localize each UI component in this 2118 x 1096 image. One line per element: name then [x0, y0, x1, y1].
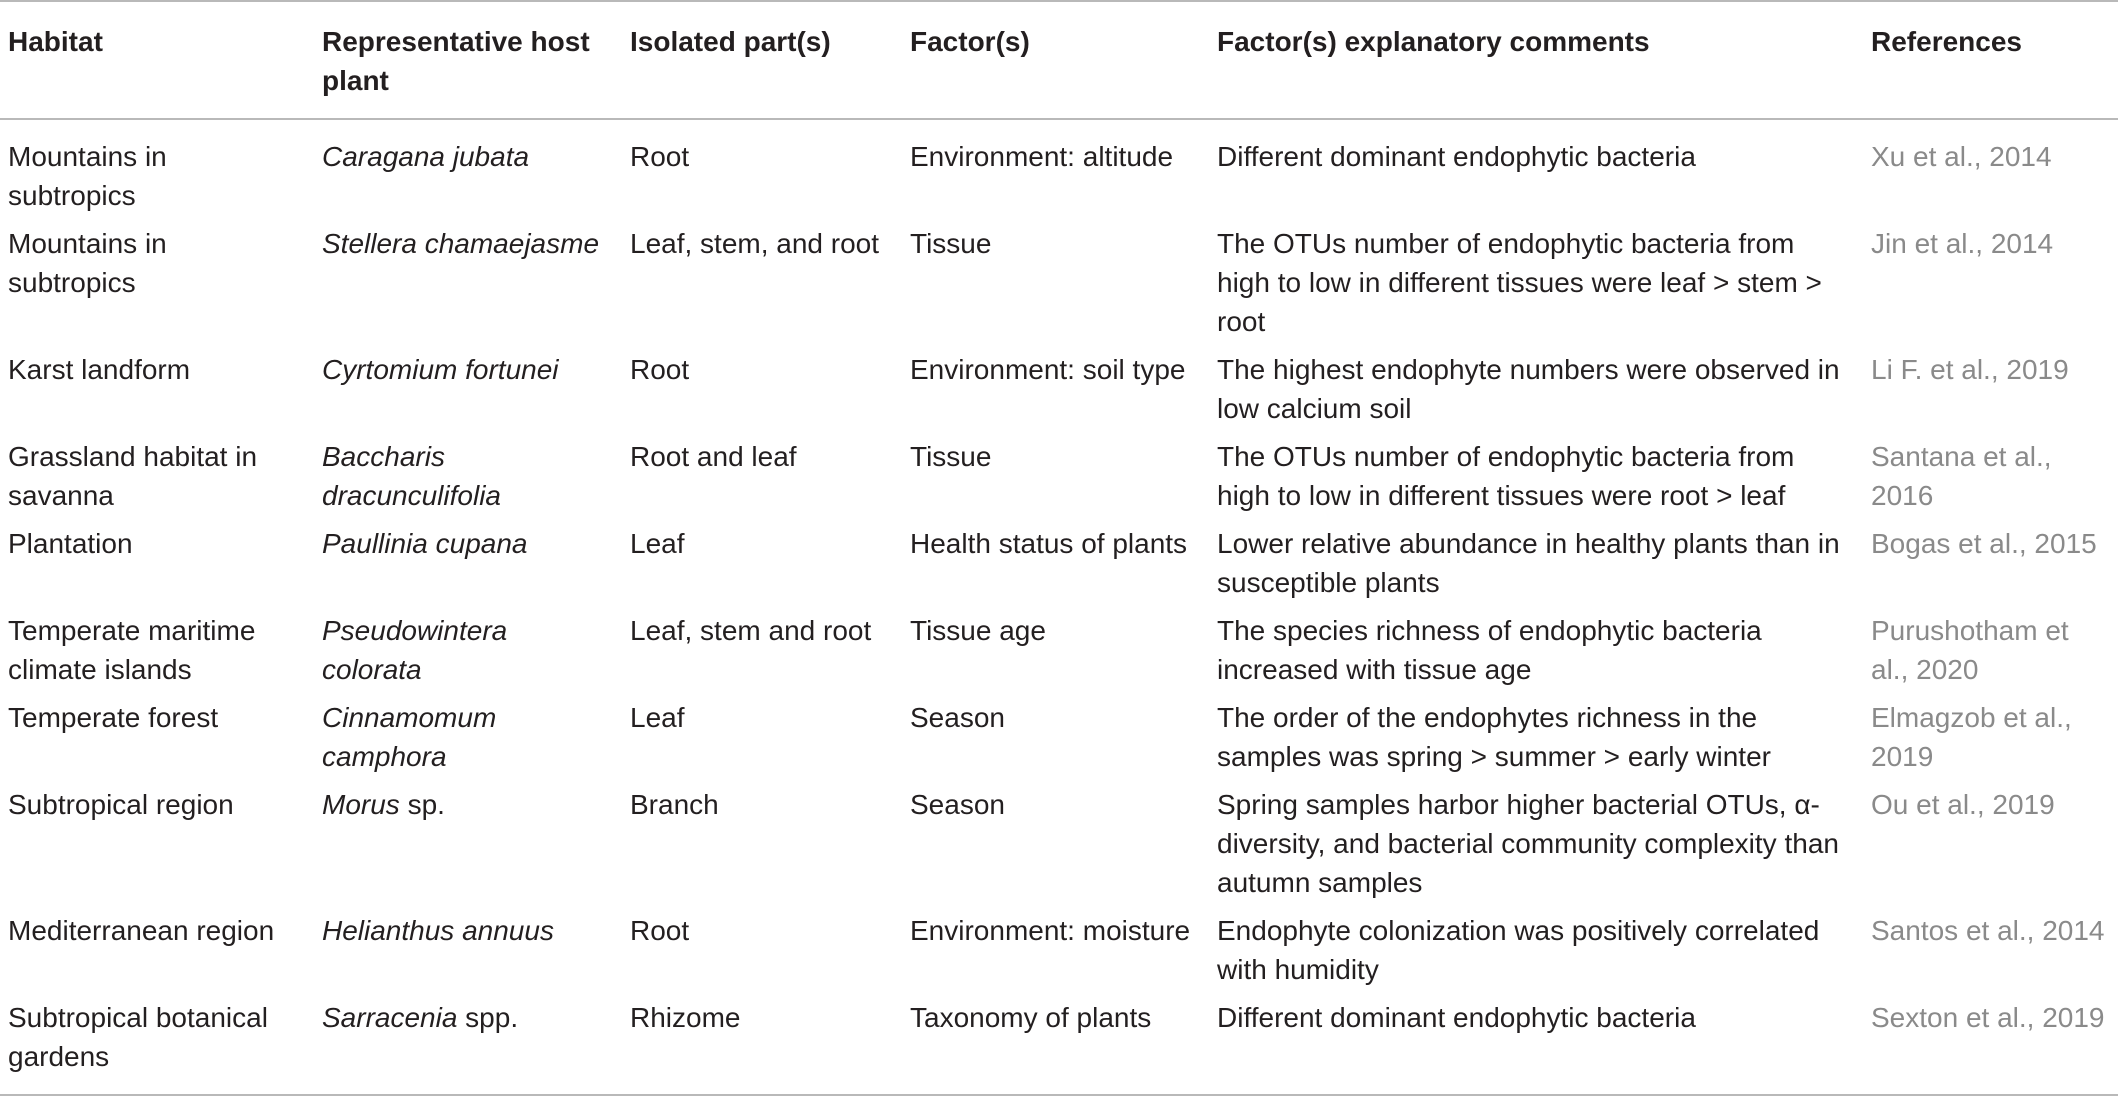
host-plant-cell	[314, 524, 622, 611]
factor-cell: Environment: altitude	[910, 141, 1174, 172]
factor-cell: Health status of plants	[910, 528, 1188, 559]
factor-cell: Season	[910, 702, 1005, 733]
comment-cell: The OTUs number of endophytic bacteria from high to low in different tissues were root > leaf	[1217, 441, 1795, 511]
habitat-cell: Temperate maritime climate islands	[8, 615, 256, 685]
host-plant-genus: Stellera chamaejasme	[322, 228, 600, 259]
isolated-part-cell: Root	[630, 141, 690, 172]
header-comments: Factor(s) explanatory comments	[1209, 1, 1863, 119]
host-plant-cell	[314, 224, 622, 350]
host-plant-genus: Pseudowintera colorata	[322, 615, 508, 685]
isolated-part-cell: Branch	[630, 789, 719, 820]
factor-cell: Tissue age	[910, 615, 1046, 646]
header-factors: Factor(s)	[902, 1, 1209, 119]
habitat-cell: Temperate forest	[8, 702, 219, 733]
host-plant-cell	[314, 998, 622, 1095]
host-plant-genus: Baccharis dracunculifolia	[322, 441, 501, 511]
table-row	[0, 998, 2118, 1095]
habitat-cell: Subtropical region	[8, 789, 234, 820]
comment-cell: The species richness of endophytic bacteria increased with tissue age	[1217, 615, 1762, 685]
comment-cell: The order of the endophytes richness in the samples was spring > summer > early winter	[1217, 702, 1771, 772]
isolated-part-cell: Root	[630, 915, 690, 946]
reference-cell: Elmagzob et al., 2019	[1871, 702, 2072, 772]
habitat-cell: Subtropical botanical gardens	[0, 998, 314, 1095]
reference-cell: Sexton et al., 2019	[1863, 998, 2118, 1095]
reference-cell: Bogas et al., 2015	[1871, 528, 2097, 559]
isolated-part-cell: Leaf	[630, 702, 685, 733]
factor-cell: Season	[910, 789, 1005, 820]
table-row	[0, 524, 2118, 611]
host-plant-cell	[314, 785, 622, 911]
comment-cell: Different dominant endophytic bacteria	[1209, 998, 1863, 1095]
reference-cell: Santos et al., 2014	[1871, 915, 2105, 946]
host-plant-genus: Caragana jubata	[322, 141, 530, 172]
factor-cell: Environment: soil type	[910, 354, 1186, 385]
habitat-cell: Mountains in subtropics	[8, 141, 167, 211]
table-row	[0, 350, 2118, 437]
host-plant-genus: Helianthus annuus	[322, 915, 554, 946]
header-row	[0, 1, 2118, 119]
factor-cell: Environment: moisture	[910, 915, 1191, 946]
table-row	[0, 119, 2118, 224]
table-body	[0, 119, 2118, 1095]
header-host-plant: Representative host plant	[314, 1, 622, 119]
table-row	[0, 911, 2118, 998]
habitat-cell: Plantation	[8, 528, 133, 559]
host-plant-genus: Cyrtomium fortunei	[322, 354, 559, 385]
comment-cell: Endophyte colonization was positively correlated with humidity	[1217, 915, 1820, 985]
host-plant-cell	[314, 119, 622, 224]
reference-cell: Li F. et al., 2019	[1871, 354, 2069, 385]
isolated-part-cell: Root	[630, 354, 690, 385]
comment-cell: The highest endophyte numbers were observed in low calcium soil	[1217, 354, 1840, 424]
comment-cell: The OTUs number of endophytic bacteria from high to low in different tissues were leaf > stem > root	[1217, 228, 1822, 337]
table-row	[0, 698, 2118, 785]
host-plant-genus: Morus	[322, 789, 400, 820]
table-row	[0, 437, 2118, 524]
host-plant-cell	[314, 350, 622, 437]
header-habitat: Habitat	[0, 1, 314, 119]
host-plant-cell	[314, 911, 622, 998]
factor-cell: Tissue	[910, 228, 992, 259]
habitat-cell: Karst landform	[8, 354, 191, 385]
comment-cell: Lower relative abundance in healthy plants than in susceptible plants	[1217, 528, 1840, 598]
comment-cell: Spring samples harbor higher bacterial OTUs, α-diversity, and bacterial community complexity than autumn samples	[1217, 789, 1839, 898]
isolated-part-cell: Rhizome	[622, 998, 902, 1095]
table-row	[0, 611, 2118, 698]
habitat-cell: Mediterranean region	[8, 915, 275, 946]
reference-cell: Santana et al., 2016	[1871, 441, 2052, 511]
host-plant-genus: Cinnamomum camphora	[322, 702, 497, 772]
isolated-part-cell: Leaf, stem, and root	[630, 228, 880, 259]
host-plant-cell	[314, 437, 622, 524]
comment-cell: Different dominant endophytic bacteria	[1217, 141, 1696, 172]
header-references: References	[1863, 1, 2118, 119]
host-plant-suffix: spp.	[457, 1002, 519, 1033]
table-header	[0, 1, 2118, 119]
reference-cell: Xu et al., 2014	[1871, 141, 2052, 172]
header-isolated-parts: Isolated part(s)	[622, 1, 902, 119]
reference-cell: Purushotham et al., 2020	[1871, 615, 2069, 685]
isolated-part-cell: Leaf	[630, 528, 685, 559]
reference-cell: Ou et al., 2019	[1871, 789, 2055, 820]
isolated-part-cell: Leaf, stem and root	[630, 615, 872, 646]
table-row	[0, 785, 2118, 911]
isolated-part-cell: Root and leaf	[630, 441, 797, 472]
host-plant-genus: Paullinia cupana	[322, 528, 528, 559]
host-plant-suffix: sp.	[399, 789, 445, 820]
reference-cell: Jin et al., 2014	[1871, 228, 2054, 259]
table-row	[0, 224, 2118, 350]
host-plant-cell	[314, 611, 622, 698]
habitat-cell: Mountains in subtropics	[8, 228, 167, 298]
host-plant-cell	[314, 698, 622, 785]
habitat-cell: Grassland habitat in savanna	[8, 441, 258, 511]
host-plant-genus: Sarracenia	[322, 1002, 458, 1033]
factor-cell: Tissue	[910, 441, 992, 472]
factor-cell: Taxonomy of plants	[902, 998, 1209, 1095]
